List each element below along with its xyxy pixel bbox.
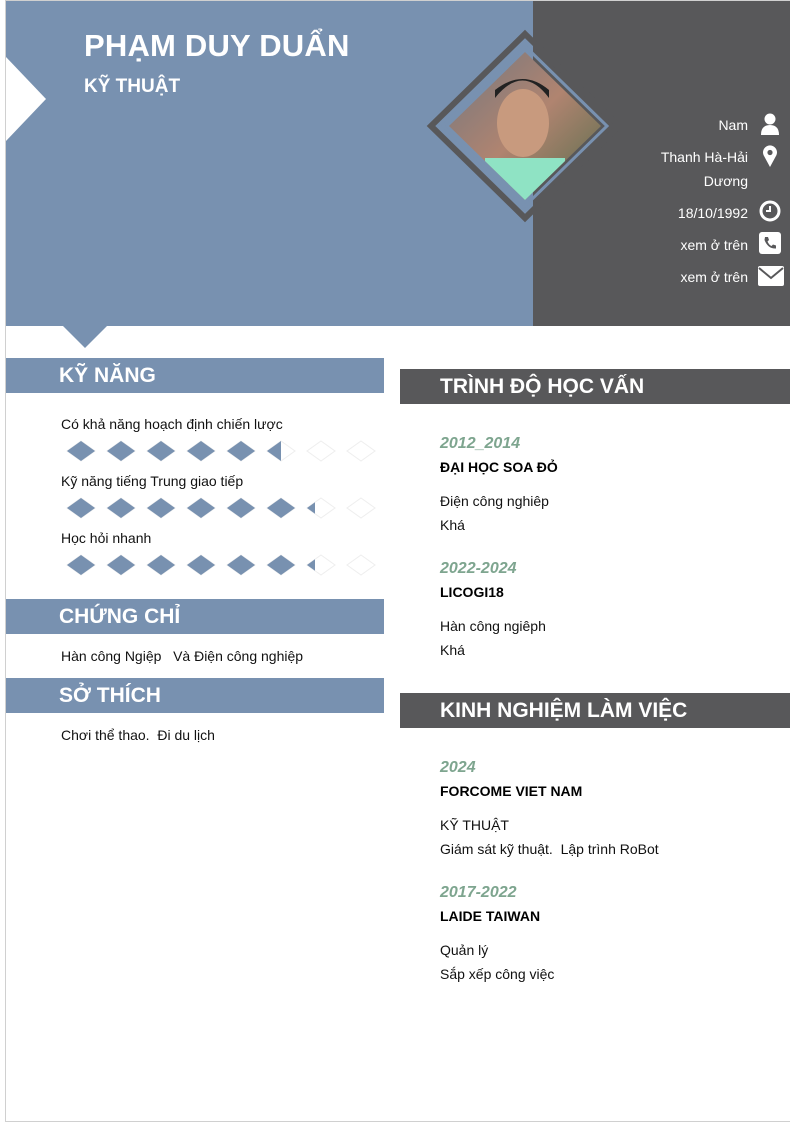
user-icon xyxy=(758,112,782,136)
education-date: 2022-2024 xyxy=(440,560,517,577)
experience-heading: KINH NGHIỆM LÀM VIỆC xyxy=(400,693,790,728)
birthdate-value: 18/10/1992 xyxy=(677,205,748,221)
skill-label: Kỹ năng tiếng Trung giao tiếp xyxy=(61,473,244,489)
rating-diamond xyxy=(146,497,176,519)
rating-diamond xyxy=(66,554,96,576)
envelope-icon xyxy=(758,264,784,288)
rating-diamond xyxy=(146,440,176,462)
experience-detail-line: KỸ THUẬT xyxy=(440,817,509,833)
map-pin-icon xyxy=(758,144,782,168)
job-title: KỸ THUẬT xyxy=(84,76,181,97)
rating-diamond xyxy=(346,440,376,462)
rating-diamond xyxy=(186,440,216,462)
email-value: xem ở trên xyxy=(680,269,748,285)
phone-value: xem ở trên xyxy=(680,237,748,253)
rating-diamond xyxy=(306,440,336,462)
rating-diamond xyxy=(346,554,376,576)
rating-diamond xyxy=(266,554,296,576)
address-line1: Thanh Hà-Hải xyxy=(660,149,748,165)
hobbies-text: Chơi thể thao. Đi du lịch xyxy=(61,727,215,743)
rating-diamond xyxy=(106,554,136,576)
experience-org: LAIDE TAIWAN xyxy=(440,908,541,924)
rating-diamond xyxy=(226,440,256,462)
education-date: 2012_2014 xyxy=(440,435,521,452)
education-detail-line: Khá xyxy=(440,517,465,533)
rating-diamond xyxy=(226,497,256,519)
experience-detail-line: Quản lý xyxy=(440,942,489,958)
avatar-frame xyxy=(425,28,625,224)
skill-rating xyxy=(66,497,376,519)
certificates-text: Hàn công Ngiệp Và Điện công nghiệp xyxy=(61,648,304,664)
experience-detail-line: Sắp xếp công việc xyxy=(440,966,555,982)
phone-icon xyxy=(758,231,782,255)
certificates-heading: CHỨNG CHỈ xyxy=(6,599,384,634)
rating-diamond xyxy=(346,497,376,519)
rating-diamond xyxy=(66,497,96,519)
rating-diamond xyxy=(146,554,176,576)
clock-icon xyxy=(758,199,782,223)
education-detail-line: Khá xyxy=(440,642,465,658)
rating-diamond xyxy=(186,554,216,576)
skill-rating xyxy=(66,440,376,462)
hobbies-heading: SỞ THÍCH xyxy=(6,678,384,713)
experience-date: 2017-2022 xyxy=(440,884,517,901)
education-detail-line: Hàn công ngiêph xyxy=(440,618,546,634)
skill-rating xyxy=(66,554,376,576)
skills-heading: KỸ NĂNG xyxy=(6,358,384,393)
experience-date: 2024 xyxy=(440,759,476,776)
rating-diamond xyxy=(306,554,336,576)
address-line2: Dương xyxy=(703,173,748,189)
rating-diamond xyxy=(186,497,216,519)
rating-diamond xyxy=(106,497,136,519)
rating-diamond xyxy=(66,440,96,462)
header-pointer-decoration xyxy=(62,325,108,349)
header-arrow-decoration xyxy=(6,57,48,141)
rating-diamond xyxy=(226,554,256,576)
education-org: LICOGI18 xyxy=(440,584,504,600)
rating-diamond xyxy=(266,497,296,519)
education-org: ĐẠI HỌC SOA ĐỎ xyxy=(440,459,558,475)
rating-diamond xyxy=(266,440,296,462)
skill-label: Có khả năng hoạch định chiến lược xyxy=(61,416,283,432)
avatar-photo xyxy=(445,48,605,208)
experience-org: FORCOME VIET NAM xyxy=(440,783,583,799)
education-detail-line: Điện công nghiêp xyxy=(440,493,549,509)
skill-label: Học hỏi nhanh xyxy=(61,530,152,546)
candidate-name: PHẠM DUY DUẨN xyxy=(84,28,350,63)
experience-detail-line: Giám sát kỹ thuật. Lập trình RoBot xyxy=(440,841,659,857)
rating-diamond xyxy=(106,440,136,462)
education-heading: TRÌNH ĐỘ HỌC VẤN xyxy=(400,369,790,404)
rating-diamond xyxy=(306,497,336,519)
gender-value: Nam xyxy=(718,117,748,133)
